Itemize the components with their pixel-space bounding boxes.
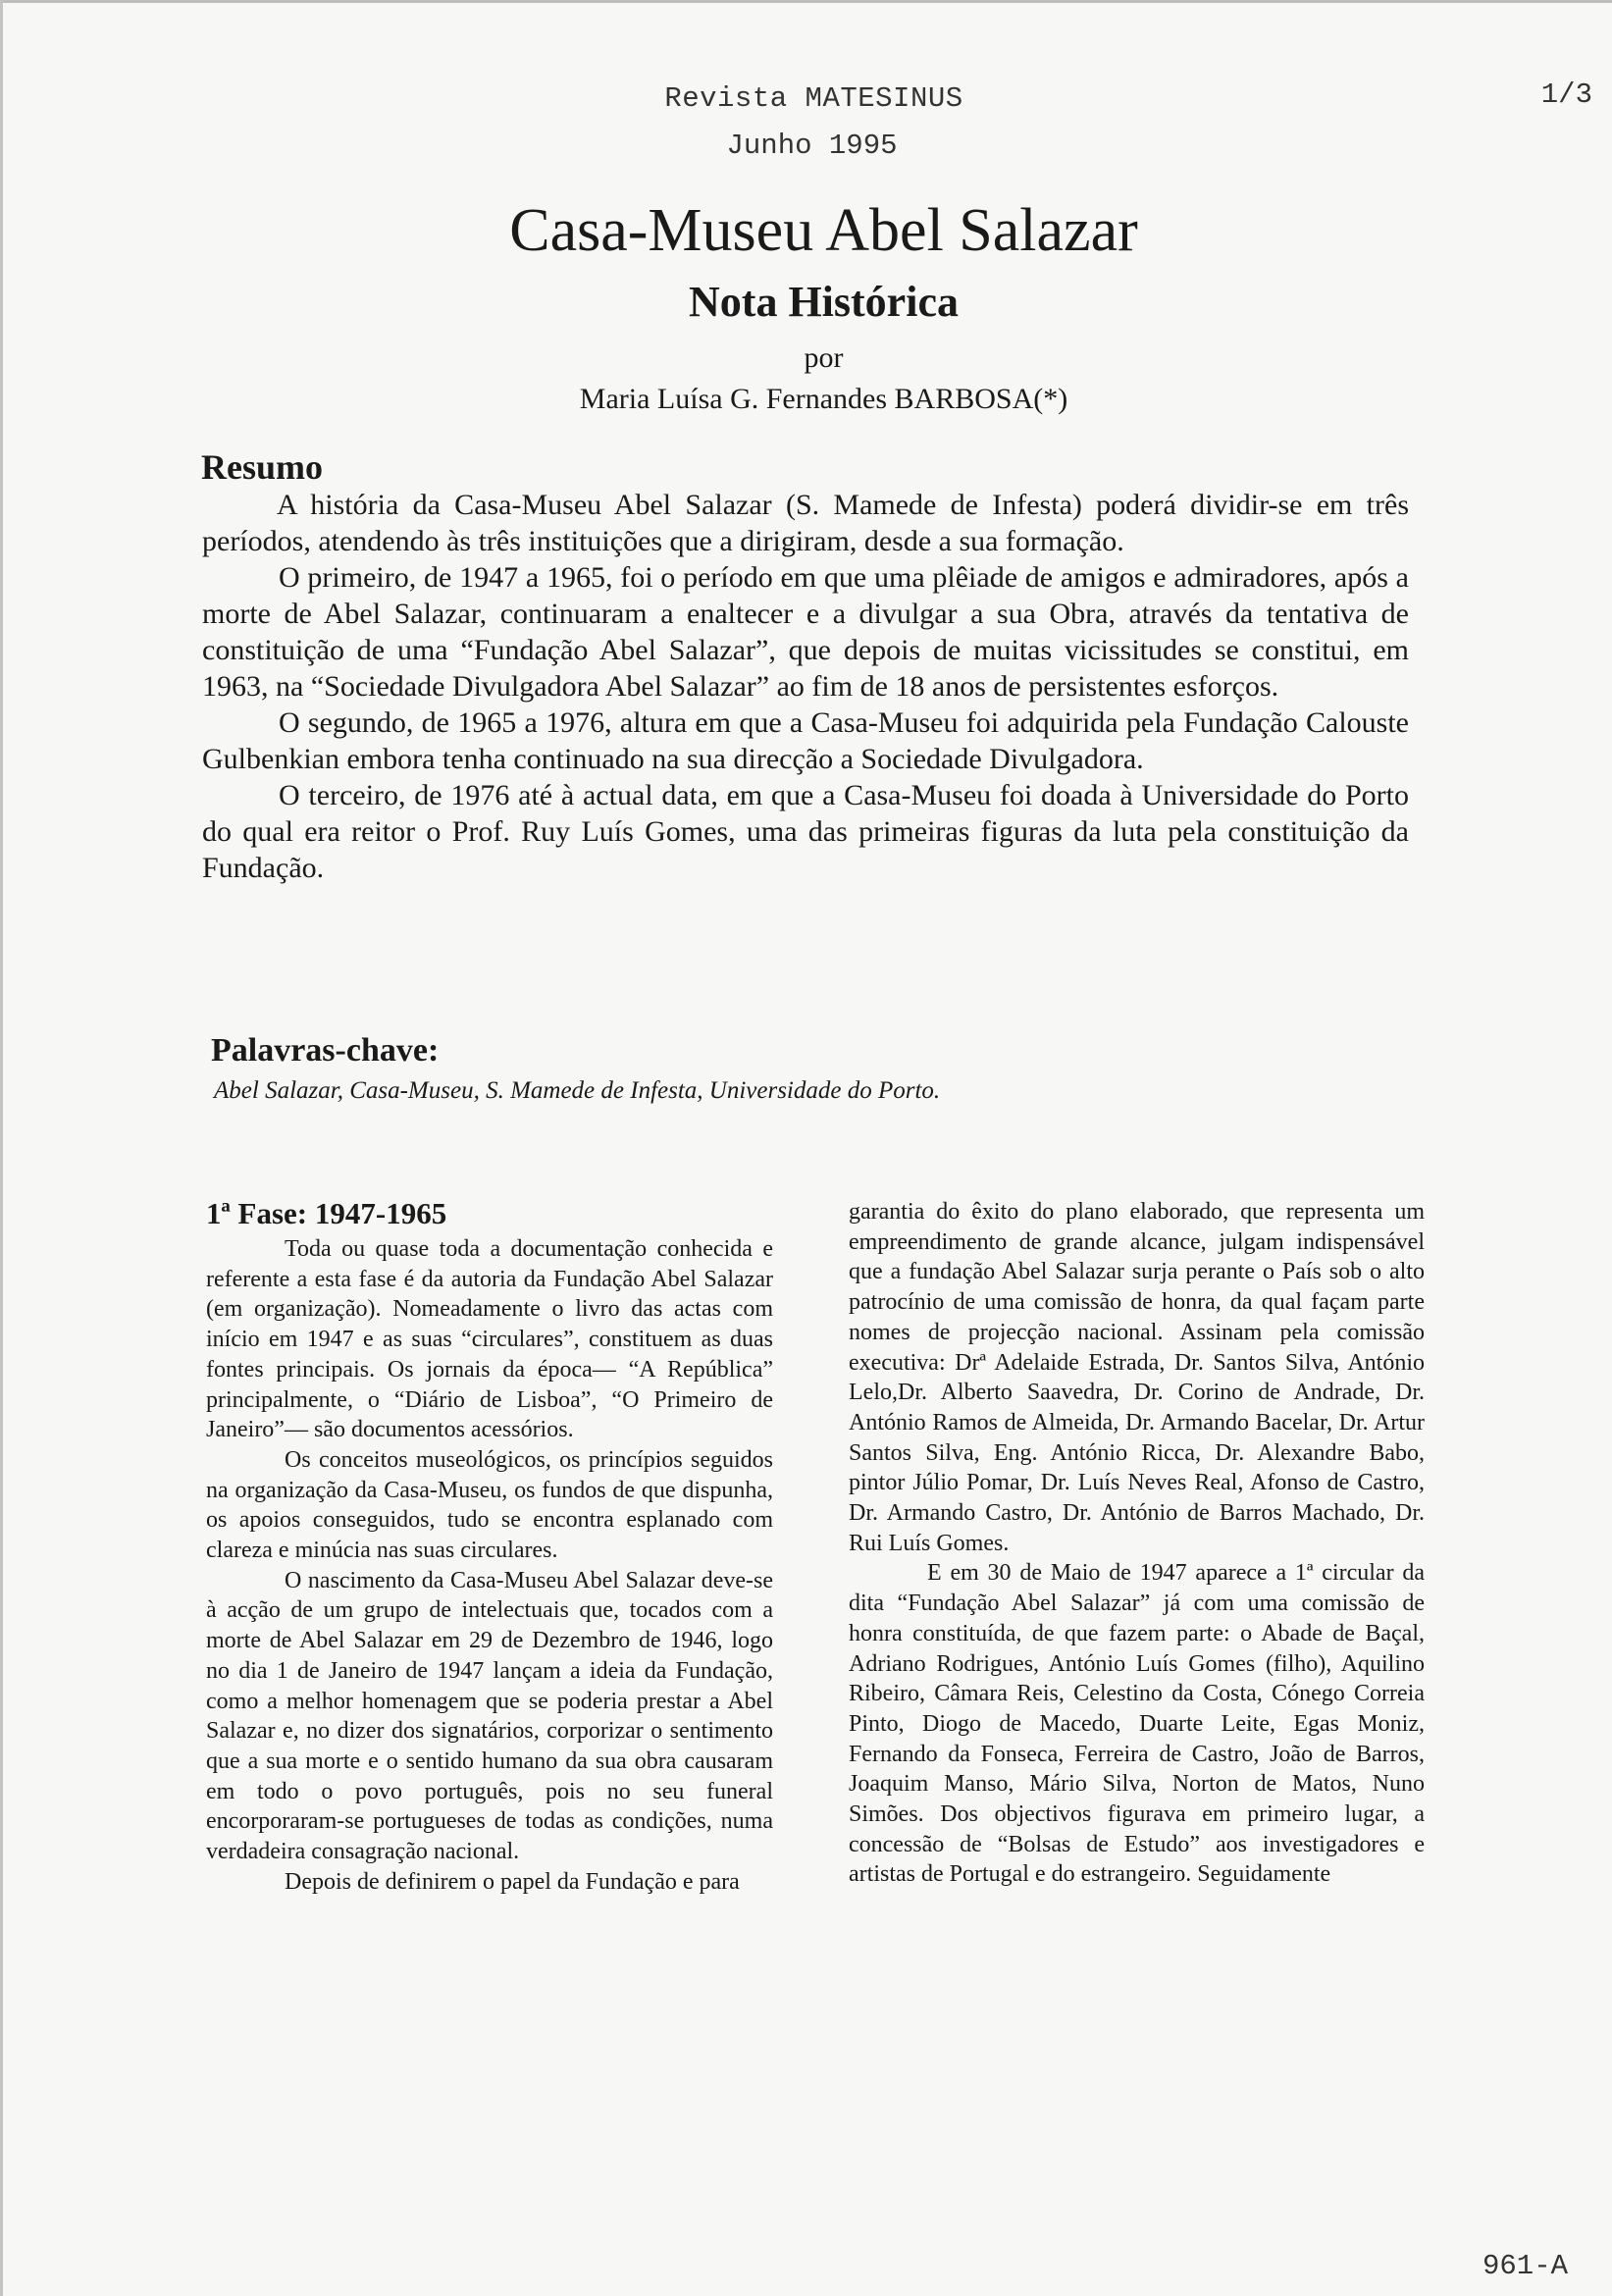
abstract-paragraph: O segundo, de 1965 a 1976, altura em que a Casa-Museu foi adquirida pela Fundação Calouste Gulbenkian embora tenha continuado na sua direcção a Sociedade Divulgadora. (202, 706, 1409, 775)
page-number: 1/3 (1540, 78, 1592, 111)
journal-name: Revista MATESINUS (664, 82, 963, 115)
footer-code: 961-A (1482, 2250, 1568, 2282)
section-heading: 1ª Fase: 1947-1965 (206, 1196, 447, 1230)
issue-date: Junho 1995 (726, 130, 898, 162)
abstract-paragraph: A história da Casa-Museu Abel Salazar (S. Mamede de Infesta) poderá dividir-se em três períodos, atendendo às três instituições que a dirigiram, desde a sua formação. (202, 489, 1409, 557)
keywords-text: Abel Salazar, Casa-Museu, S. Mamede de Infesta, Universidade do Porto. (214, 1077, 941, 1104)
left-column (206, 1234, 773, 1897)
right-column (849, 1197, 1425, 1890)
body-paragraph: O nascimento da Casa-Museu Abel Salazar deve-se à acção de um grupo de intelectuais que, tocados com a morte de Abel Salazar em 29 de Dezembro de 1946, logo no dia 1 de Janeiro de 1947 lançam a ideia da Fundação, como a melhor homenagem que se poderia prestar a Abel Salazar e, no dizer dos signatários, corporizar o sentimento que a sua morte e o sentido humano da sua obra causaram em todo o povo português, pois no seu funeral encorporaram-se portugueses de todas as condições, numa verdadeira consagração nacional. (206, 1567, 773, 1865)
abstract-body (202, 487, 1409, 886)
author-name: Maria Luísa G. Fernandes BARBOSA(*) (579, 383, 1068, 415)
abstract-heading: Resumo (201, 447, 323, 487)
article-title: Casa-Museu Abel Salazar (509, 197, 1138, 264)
body-paragraph: Os conceitos museológicos, os princípios seguidos na organização da Casa-Museu, os fundos de que dispunha, os apoios conseguidos, tudo se encontra esplanado com clareza e minúcia nas suas circulares. (206, 1446, 773, 1564)
body-paragraph: E em 30 de Maio de 1947 aparece a 1ª circular da dita “Fundação Abel Salazar” já com uma comissão de honra constituída, de que fazem parte: o Abade de Baçal, Adriano Rodrigues, António Luís Gomes (filho), Aquilino Ribeiro, Câmara Reis, Celestino da Costa, Cónego Correia Pinto, Diogo de Macedo, Duarte Leite, Egas Moniz, Fernando da Fonseca, Ferreira de Castro, João de Barros, Joaquim Manso, Mário Silva, Norton de Matos, Nuno Simões. Dos objectivos figurava em primeiro lugar, a concessão de “Bolsas de Estudo” aos investigadores e artistas de Portugal e do estrangeiro. Seguidamente (849, 1560, 1425, 1888)
byline (0, 338, 1612, 420)
body-paragraph: garantia do êxito do plano elaborado, que representa um empreendimento de grande alcance, julgam indispensável que a fundação Abel Salazar surja perante o País sob o alto patrocínio de uma comissão de honra, da qual façam parte nomes de projecção nacional. Assinam pela comissão executiva: Drª Adelaide Estrada, Dr. Santos Silva, António Lelo,Dr. Alberto Saavedra, Dr. Corino de Andrade, Dr. António Ramos de Almeida, Dr. Armando Bacelar, Dr. Artur Santos Silva, Eng. António Ricca, Dr. Alexandre Babo, pintor Júlio Pomar, Dr. Luís Neves Real, Afonso de Castro, Dr. Armando Castro, Dr. António de Barros Machado, Dr. Rui Luís Gomes. (849, 1199, 1425, 1556)
body-paragraph: Toda ou quase toda a documentação conhecida e referente a esta fase é da autoria da Fundação Abel Salazar (em organização). Nomeadamente o livro das actas com início em 1947 e as suas “circulares”, constituem as duas fontes principais. Os jornais da época— “A República” principalmente, o “Diário de Lisboa”, “O Primeiro de Janeiro”— são documentos acessórios. (206, 1236, 773, 1443)
abstract-paragraph: O primeiro, de 1947 a 1965, foi o período em que uma plêiade de amigos e admiradores, após a morte de Abel Salazar, continuaram a enaltecer e a divulgar a sua Obra, através da tentativa de constituição de uma “Fundação Abel Salazar”, que depois de muitas vicissitudes se constitui, em 1963, na “Sociedade Divulgadora Abel Salazar” ao fim de 18 anos de persistentes esforços. (202, 561, 1409, 703)
abstract-paragraph: O terceiro, de 1976 até à actual data, em que a Casa-Museu foi doada à Universidade do Porto do qual era reitor o Prof. Ruy Luís Gomes, uma das primeiras figuras da luta pela constituição da Fundação. (202, 779, 1409, 884)
body-paragraph: Depois de definirem o papel da Fundação e para (285, 1868, 740, 1895)
byline-por: por (804, 341, 844, 374)
article-subtitle: Nota Histórica (689, 278, 959, 326)
scan-top-edge (0, 0, 1612, 3)
keywords-heading: Palavras-chave: (211, 1032, 440, 1069)
